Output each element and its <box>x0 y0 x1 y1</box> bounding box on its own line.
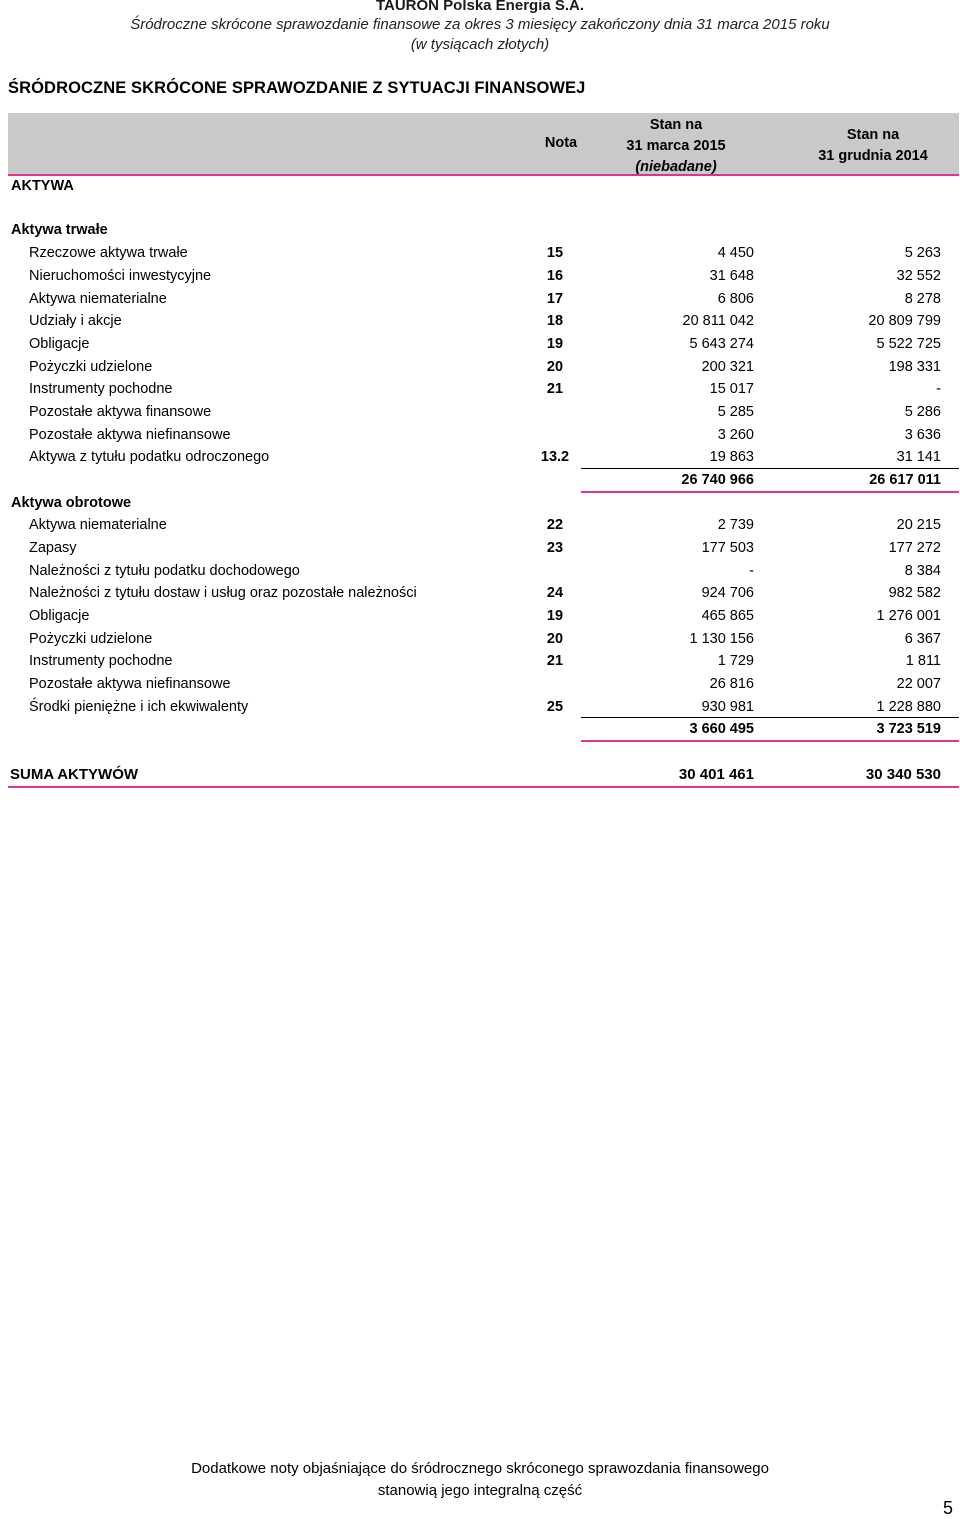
col1-header-line3: (niebadane) <box>635 159 717 175</box>
col2-header <box>803 125 943 167</box>
row-value-2015: 20 811 042 <box>682 313 754 329</box>
row-value-2014: 1 228 880 <box>876 699 941 715</box>
row-value-2014: 5 263 <box>904 245 941 261</box>
row-nota: 20 <box>546 359 564 375</box>
table-row <box>8 538 959 560</box>
grand-total-row <box>8 764 959 786</box>
row-value-2014: 177 272 <box>888 540 941 556</box>
row-value-2015: 1 130 156 <box>689 631 754 647</box>
row-label: Aktywa niematerialne <box>29 517 167 533</box>
row-label: Pozostałe aktywa finansowe <box>29 404 212 420</box>
row-nota: 19 <box>546 608 564 624</box>
row-label: Pożyczki udzielone <box>29 631 153 647</box>
col1-header-line2: 31 marca 2015 <box>626 138 726 154</box>
row-value-2014: 22 007 <box>896 676 941 692</box>
table-row <box>8 583 959 605</box>
row-value-2014: 1 811 <box>905 653 941 669</box>
row-value-2014: 198 331 <box>888 359 941 375</box>
row-label: Instrumenty pochodne <box>29 381 173 397</box>
fixed-subtotal-2015: 26 740 966 <box>681 472 754 488</box>
grand-total-2015: 30 401 461 <box>678 766 754 783</box>
row-label: Pozostałe aktywa niefinansowe <box>29 427 231 443</box>
current-subtotal-2014: 3 723 519 <box>876 721 941 737</box>
current-subtotal-2015: 3 660 495 <box>689 721 754 737</box>
table-row <box>8 651 959 673</box>
row-value-2014: 32 552 <box>896 268 941 284</box>
row-label: Należności z tytułu podatku dochodowego <box>29 563 300 579</box>
row-nota: 15 <box>546 245 564 261</box>
fixed-subtotal-2014: 26 617 011 <box>869 472 941 488</box>
row-value-2015: 1 729 <box>717 653 754 669</box>
row-label: Pożyczki udzielone <box>29 359 153 375</box>
unit-note: (w tysiącach złotych) <box>410 36 550 53</box>
row-value-2014: 20 215 <box>896 517 941 533</box>
row-nota: 25 <box>546 699 564 715</box>
row-nota: 19 <box>546 336 564 352</box>
table-row <box>8 515 959 537</box>
row-label: Aktywa z tytułu podatku odroczonego <box>29 449 270 465</box>
row-value-2015: 19 863 <box>709 449 754 465</box>
row-label: Należności z tytułu dostaw i usług oraz pozostałe należności <box>29 585 417 601</box>
grand-total-label: SUMA AKTYWÓW <box>10 766 139 783</box>
col2-header-line2: 31 grudnia 2014 <box>818 148 928 164</box>
nota-header: Nota <box>544 135 578 151</box>
col1-header-line1: Stan na <box>649 117 703 133</box>
table-row <box>8 243 959 265</box>
page-number: 5 <box>942 1498 953 1518</box>
row-value-2014: 6 367 <box>904 631 941 647</box>
section-fixed-assets: Aktywa trwałe <box>11 222 108 238</box>
row-label: Udziały i akcje <box>29 313 122 329</box>
row-value-2014: 5 286 <box>904 404 941 420</box>
row-label: Zapasy <box>29 540 77 556</box>
table-row <box>8 606 959 628</box>
fixed-assets-subtotal <box>8 470 959 492</box>
row-value-2015: 2 739 <box>717 517 754 533</box>
col2-header-line1: Stan na <box>846 127 900 143</box>
row-value-2014: 31 141 <box>896 449 941 465</box>
company-name: TAURON Polska Energia S.A. <box>375 0 585 14</box>
row-value-2015: 930 981 <box>701 699 754 715</box>
row-value-2015: 3 260 <box>717 427 754 443</box>
subtotal-underline <box>581 491 959 493</box>
table-row <box>8 425 959 447</box>
table-row <box>8 447 959 469</box>
table-row <box>8 289 959 311</box>
grand-total-underline <box>8 786 959 788</box>
row-label: Obligacje <box>29 336 90 352</box>
row-label: Obligacje <box>29 608 90 624</box>
table-row <box>8 674 959 696</box>
row-value-2015: 5 285 <box>717 404 754 420</box>
footer-note-line1: Dodatkowe noty objaśniające do śródrocznego skróconego sprawozdania finansowego <box>191 1460 769 1477</box>
row-value-2014: 20 809 799 <box>868 313 941 329</box>
row-value-2015: 924 706 <box>701 585 754 601</box>
row-value-2015: 26 816 <box>709 676 754 692</box>
row-nota: 24 <box>546 585 564 601</box>
table-row <box>8 357 959 379</box>
table-row <box>8 697 959 719</box>
subtotal-underline <box>581 740 959 742</box>
row-value-2015: 465 865 <box>701 608 754 624</box>
table-row <box>8 266 959 288</box>
row-label: Aktywa niematerialne <box>29 291 167 307</box>
row-nota: 21 <box>546 653 564 669</box>
table-row <box>8 379 959 401</box>
row-value-2015: 5 643 274 <box>689 336 754 352</box>
row-value-2014: 982 582 <box>888 585 941 601</box>
row-value-2015: 31 648 <box>709 268 754 284</box>
row-value-2014: 5 522 725 <box>876 336 941 352</box>
table-row <box>8 334 959 356</box>
row-value-2014: - <box>936 381 941 397</box>
row-nota: 18 <box>546 313 564 329</box>
row-value-2014: 3 636 <box>904 427 941 443</box>
row-label: Pozostałe aktywa niefinansowe <box>29 676 231 692</box>
footer-note-line2: stanowią jego integralną część <box>377 1482 583 1499</box>
grand-total-2014: 30 340 530 <box>865 766 941 783</box>
table-row <box>8 561 959 583</box>
aktywa-label: AKTYWA <box>11 178 74 194</box>
row-value-2014: 8 278 <box>904 291 941 307</box>
col1-header <box>608 115 744 178</box>
row-nota: 20 <box>546 631 564 647</box>
table-header <box>8 113 959 176</box>
table-row <box>8 311 959 333</box>
row-value-2015: 200 321 <box>701 359 754 375</box>
row-label: Instrumenty pochodne <box>29 653 173 669</box>
report-subtitle: Śródroczne skrócone sprawozdanie finansowe za okres 3 miesięcy zakończony dnia 31 marca 2015 roku <box>130 16 830 33</box>
row-nota: 13.2 <box>540 449 570 465</box>
subtotal-line <box>581 717 959 718</box>
statement-title: ŚRÓDROCZNE SKRÓCONE SPRAWOZDANIE Z SYTUACJI FINANSOWEJ <box>8 79 586 97</box>
row-value-2014: 8 384 <box>904 563 941 579</box>
current-assets-subtotal <box>8 719 959 741</box>
row-value-2015: - <box>749 563 754 579</box>
row-nota: 16 <box>546 268 564 284</box>
row-value-2015: 177 503 <box>701 540 754 556</box>
row-value-2015: 6 806 <box>717 291 754 307</box>
row-nota: 23 <box>546 540 564 556</box>
subtotal-line <box>581 468 959 469</box>
table-row <box>8 402 959 424</box>
row-value-2015: 4 450 <box>717 245 754 261</box>
row-value-2015: 15 017 <box>709 381 754 397</box>
row-value-2014: 1 276 001 <box>876 608 941 624</box>
row-label: Rzeczowe aktywa trwałe <box>29 245 188 261</box>
table-row <box>8 629 959 651</box>
row-label: Środki pieniężne i ich ekwiwalenty <box>29 699 249 715</box>
row-nota: 17 <box>546 291 564 307</box>
row-nota: 22 <box>546 517 564 533</box>
row-label: Nieruchomości inwestycyjne <box>29 268 212 284</box>
section-current-assets: Aktywa obrotowe <box>11 495 132 511</box>
row-nota: 21 <box>546 381 564 397</box>
